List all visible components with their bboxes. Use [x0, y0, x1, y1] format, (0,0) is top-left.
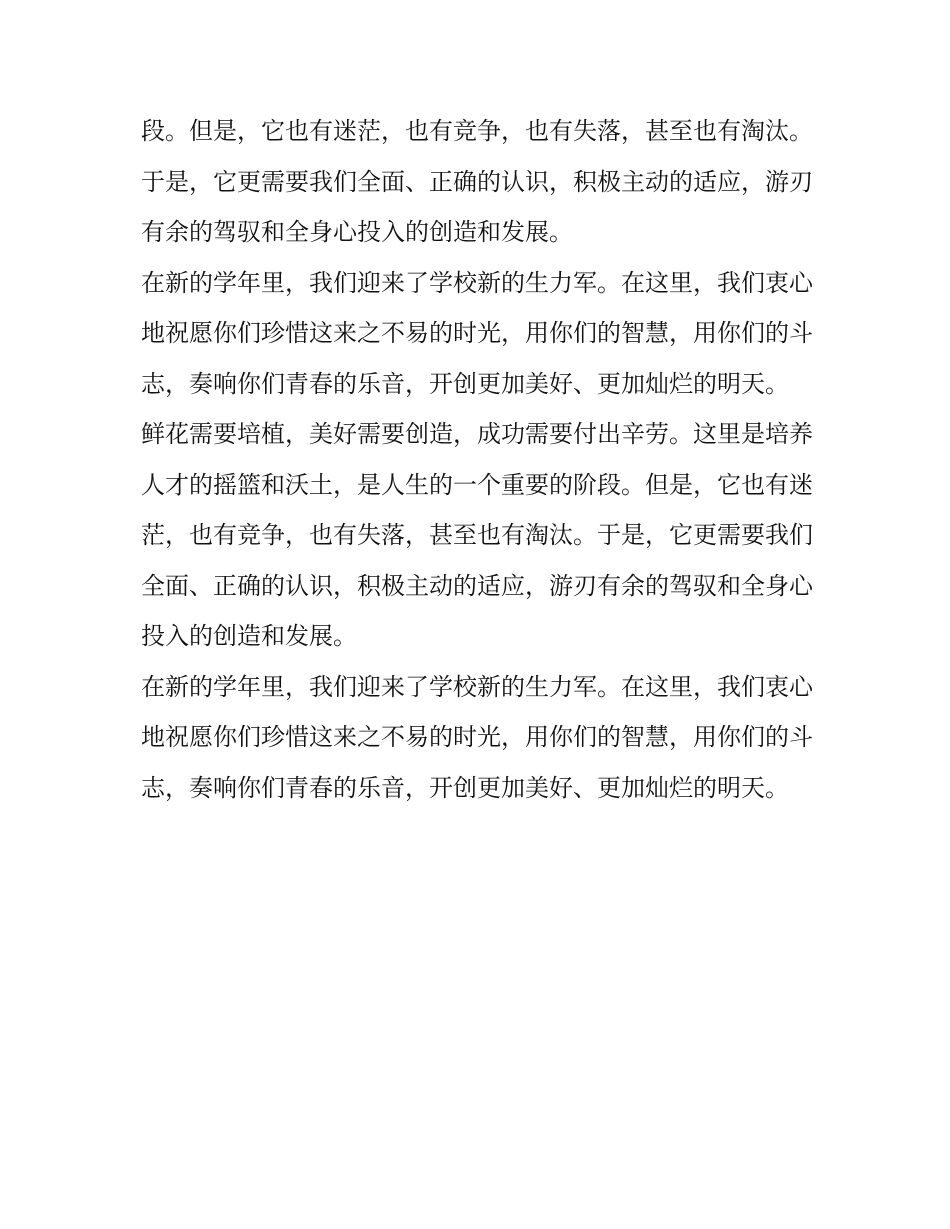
paragraph-2: 在新的学年里，我们迎来了学校新的生力军。在这里，我们衷心地祝愿你们珍惜这来之不易的时光，用你们的智慧，用你们的斗志，奏响你们青春的乐音，开创更加美好、更加灿烂的明天。 — [141, 268, 813, 398]
paragraph-3: 鲜花需要培植，美好需要创造，成功需要付出辛劳。这里是培养人才的摇篮和沃土，是人生的一个重要的阶段。但是，它也有迷茫，也有竞争，也有失落，甚至也有淘汰。于是，它更需要我们全面、正确的认识，积极主动的适应，游刃有余的驾驭和全身心投入的创造和发展。 — [141, 420, 813, 650]
paragraph-1: 段。但是，它也有迷茫，也有竞争，也有失落，甚至也有淘汰。于是，它更需要我们全面、正确的认识，积极主动的适应，游刃有余的驾驭和全身心投入的创造和发展。 — [141, 117, 813, 246]
paragraph-4: 在新的学年里，我们迎来了学校新的生力军。在这里，我们衷心地祝愿你们珍惜这来之不易的时光，用你们的智慧，用你们的斗志，奏响你们青春的乐音，开创更加美好、更加灿烂的明天。 — [141, 672, 813, 802]
document-body — [141, 106, 813, 813]
